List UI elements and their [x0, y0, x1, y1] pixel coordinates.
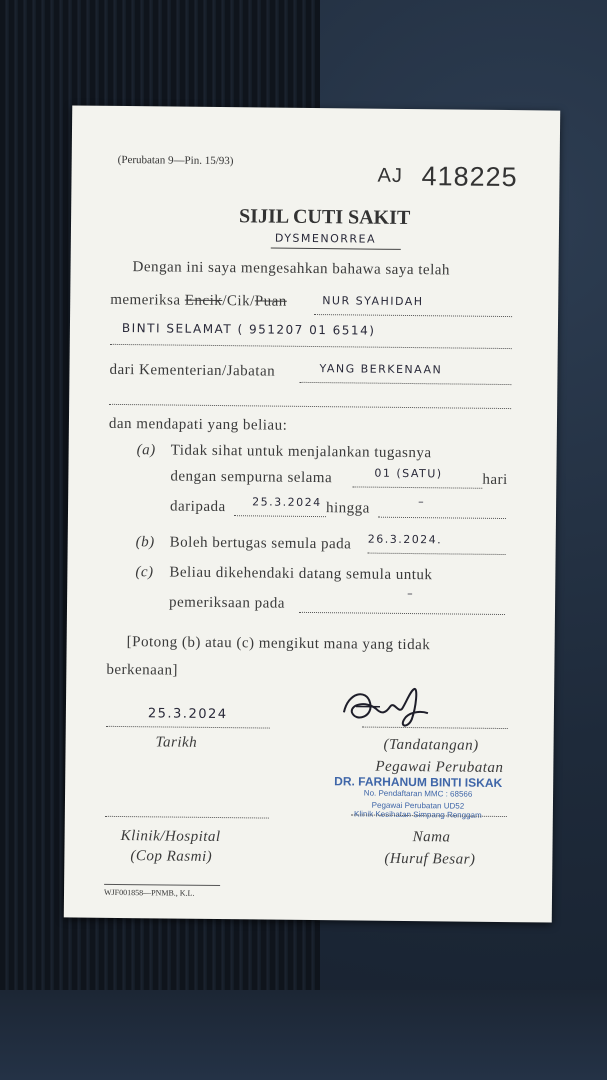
item-a-text: Tidak sihat untuk menjalankan tugasnya — [170, 442, 432, 462]
item-a-days: 01 (SATU) — [374, 466, 443, 481]
item-a-days-dotline — [352, 486, 482, 488]
title-puan: Puan — [254, 293, 287, 310]
doctor-stamp — [333, 774, 503, 820]
background-floor — [0, 990, 607, 1080]
item-a-hingga: hingga — [325, 500, 370, 517]
clinic-label: Klinik/Hospital — [120, 828, 221, 846]
item-b-date: 26.3.2024. — [367, 532, 443, 547]
signature-label: (Tandatangan) — [383, 736, 479, 754]
item-a-hari: hari — [482, 471, 508, 489]
stamp-doctor-name: DR. FARHANUM BINTI ISKAK — [334, 774, 503, 791]
ministry-label: dari Kementerian/Jabatan — [109, 361, 276, 380]
name-label: Nama — [412, 829, 451, 846]
item-b-text: Boleh bertugas semula pada — [169, 534, 352, 553]
officer-label: Pegawai Perubatan — [375, 758, 504, 777]
item-c-exam-label: pemeriksaan pada — [168, 594, 286, 612]
item-a-marker: (a) — [136, 442, 156, 459]
ministry-value: YANG BERKENAAN — [319, 362, 443, 377]
serial-prefix: AJ — [377, 164, 404, 187]
item-a-from-date: 25.3.2024 — [252, 495, 322, 510]
patient-name-continued: BINTI SELAMAT ( 951207 01 6514) — [121, 320, 376, 338]
note-line-2: berkenaan] — [106, 661, 179, 679]
note-line-1: [Potong (b) atau (c) mengikut mana yang tidak — [126, 634, 431, 654]
title-cik: /Cik/ — [222, 293, 255, 310]
cop-label: (Cop Rasmi) — [130, 848, 213, 865]
doctor-signature — [336, 682, 433, 733]
patient-id-dotline — [110, 344, 512, 349]
footer-rule — [104, 884, 220, 886]
item-b-marker: (b) — [135, 534, 155, 551]
intro-text: Dengan ini saya mengesahkan bahawa saya telah — [132, 259, 451, 279]
ministry-dotline-2 — [109, 404, 511, 409]
clinic-dotline — [105, 816, 269, 819]
patient-name: NUR SYAHIDAH — [322, 294, 424, 309]
date-value: 25.3.2024 — [147, 706, 228, 723]
ministry-dotline — [299, 382, 511, 385]
title-encik: Encik — [184, 292, 223, 310]
item-c-text: Beliau dikehendaki datang semula untuk — [169, 564, 433, 584]
serial-number: 418225 — [421, 161, 518, 193]
item-a-daripada: daripada — [169, 498, 226, 516]
item-a-from-dotline — [234, 515, 326, 517]
caps-label: (Huruf Besar) — [384, 850, 476, 868]
diagnosis-handwritten: DYSMENORREA — [274, 231, 377, 246]
item-b-dotline — [368, 553, 506, 555]
document-title: SIJIL CUTI SAKIT — [238, 205, 411, 230]
date-dotline — [106, 726, 270, 729]
examine-line — [110, 292, 287, 311]
item-a-duration-label: dengan sempurna selama — [170, 468, 333, 487]
stamp-clinic: Klinik Kesihatan Simpang Renggam — [353, 809, 482, 820]
stamp-position: Pegawai Perubatan UD52 — [371, 800, 465, 811]
stamp-mmc-number: No. Pendaftaran MMC : 68566 — [363, 788, 473, 799]
item-c-date: – — [407, 587, 415, 601]
item-a-to-date: – — [418, 495, 426, 509]
date-label: Tarikh — [155, 734, 198, 751]
form-reference: (Perubatan 9—Pin. 15/93) — [117, 153, 234, 168]
examine-label: memeriksa — [110, 291, 181, 309]
medical-certificate — [64, 105, 560, 922]
item-c-marker: (c) — [135, 564, 154, 581]
footer-code: WJF001858—PNMB., K.L. — [103, 887, 195, 898]
item-a-to-dotline — [378, 517, 506, 519]
diagnosis-underline — [271, 248, 401, 250]
patient-name-dotline — [314, 314, 512, 317]
finding-label: dan mendapati yang beliau: — [108, 415, 288, 434]
item-c-dotline — [299, 612, 505, 615]
